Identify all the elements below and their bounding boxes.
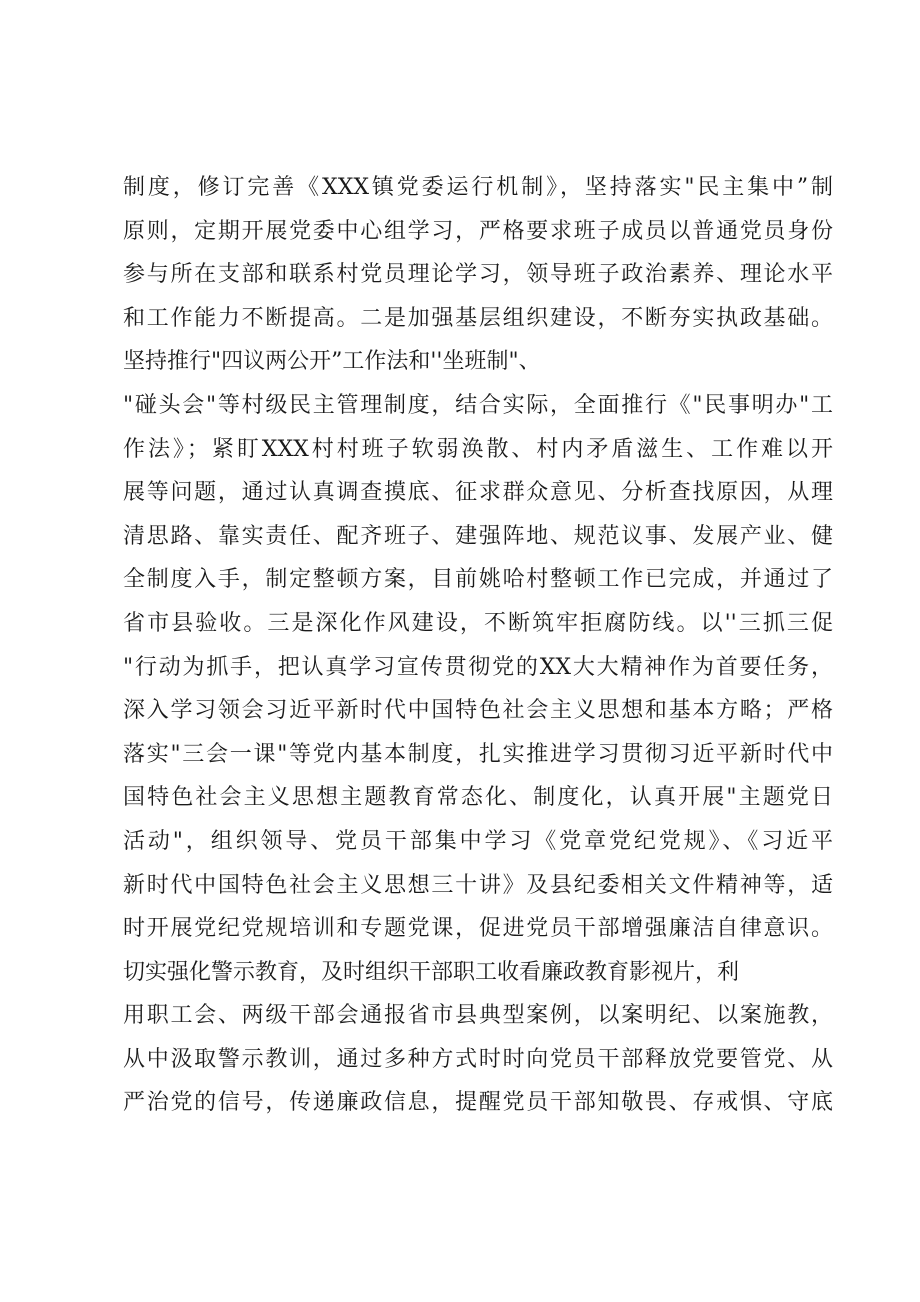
text-line: 清思路、靠实责任、配齐班子、建强阵地、规范议事、发展产业、健 <box>123 523 833 549</box>
text-line: 深入学习领会习近平新时代中国特色社会主义思想和基本方略；严格 <box>123 698 833 724</box>
text-line: 参与所在支部和联系村党员理论学习，领导班子政治素养、理论水平 <box>123 262 833 288</box>
text-line: "行动为抓手，把认真学习宣传贯彻党的XX大大精神作为首要任务， <box>123 654 833 680</box>
text-line: 作法》；紧盯XXX村村班子软弱涣散、村内矛盾滋生、工作难以开 <box>123 436 833 462</box>
text-line: 从中汲取警示教训，通过多种方式时时向党员干部释放党要管党、从 <box>123 1046 833 1072</box>
text-line: 新时代中国特色社会主义思想三十讲》及县纪委相关文件精神等，适 <box>123 872 833 898</box>
body-text <box>123 166 833 1125</box>
text-line: "碰头会"等村级民主管理制度，结合实际，全面推行《"民事明办"工 <box>123 392 833 418</box>
text-line: 用职工会、两级干部会通报省市县典型案例，以案明纪、以案施教， <box>123 1003 833 1029</box>
text-line: 原则，定期开展党委中心组学习，严格要求班子成员以普通党员身份 <box>123 218 833 244</box>
text-line: 制度，修订完善《XXX镇党委运行机制》，坚持落实"民主集中”制 <box>123 175 833 200</box>
text-line: 省市县验收。三是深化作风建设，不断筑牢拒腐防线。以''三抓三促 <box>123 610 833 636</box>
text-line: 国特色社会主义思想主题教育常态化、制度化，认真开展"主题党日 <box>123 785 833 811</box>
text-line: 活动"，组织领导、党员干部集中学习《党章党纪党规》、《习近平 <box>123 828 833 854</box>
text-line: 严治党的信号，传递廉政信息，提醒党员干部知敬畏、存戒惧、守底 <box>123 1090 833 1116</box>
text-line: 坚持推行"四议两公开”工作法和''坐班制"、 <box>123 349 541 375</box>
text-line: 时开展党纪党规培训和专题党课，促进党员干部增强廉洁自律意识。 <box>123 916 833 942</box>
text-line: 切实强化警示教育，及时组织干部职工收看廉政教育影视片，利 <box>123 959 740 985</box>
text-line: 和工作能力不断提高。二是加强基层组织建设，不断夯实执政基础。 <box>123 305 833 331</box>
text-line: 全制度入手，制定整顿方案，目前姚哈村整顿工作已完成，并通过了 <box>123 567 833 593</box>
text-line: 展等问题，通过认真调查摸底、征求群众意见、分析查找原因，从理 <box>123 480 833 506</box>
text-line: 落实"三会一课"等党内基本制度，扎实推进学习贯彻习近平新时代中 <box>123 741 833 767</box>
